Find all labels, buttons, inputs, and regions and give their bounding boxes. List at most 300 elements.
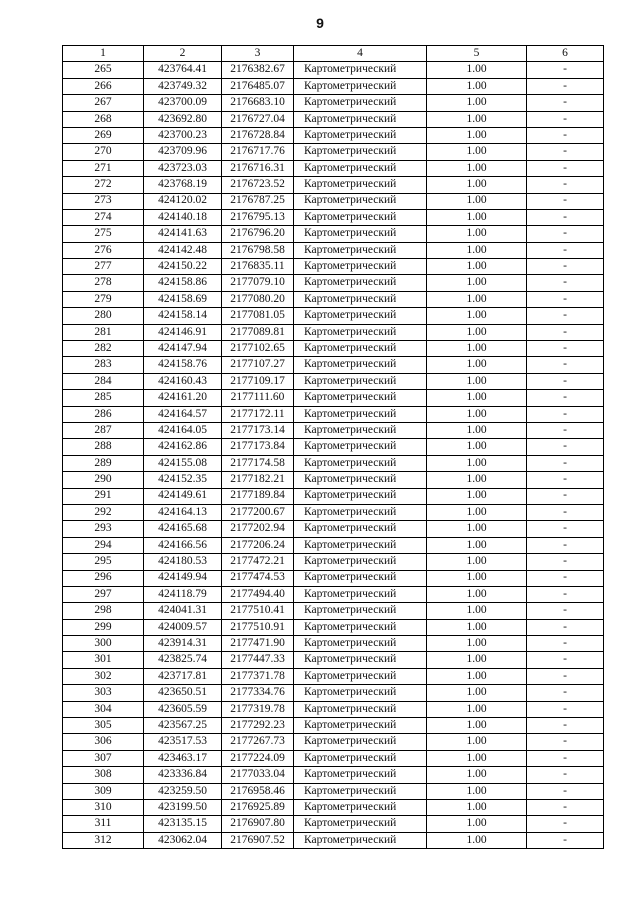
table-cell: 2177173.84 [222,439,294,455]
table-cell: 423259.50 [144,783,222,799]
table-cell: 423650.51 [144,685,222,701]
table-cell: 309 [63,783,144,799]
table-cell: - [527,504,604,520]
table-cell: 265 [63,62,144,78]
table-cell: 424140.18 [144,209,222,225]
table-row [63,209,604,225]
table-row [63,586,604,602]
table-cell: 1.00 [427,668,527,684]
table-row [63,472,604,488]
table-row [63,422,604,438]
table-row [63,619,604,635]
table-cell: 2177510.91 [222,619,294,635]
table-cell: 424160.43 [144,373,222,389]
table-row [63,127,604,143]
table-cell: 424120.02 [144,193,222,209]
table-row [63,341,604,357]
table-cell: - [527,177,604,193]
table-cell: 1.00 [427,259,527,275]
table-cell: Картометрический [294,357,427,373]
table-cell: 423135.15 [144,816,222,832]
table-cell: 1.00 [427,242,527,258]
table-body [63,62,604,849]
table-cell: 423914.31 [144,636,222,652]
table-cell: 2177319.78 [222,701,294,717]
table-cell: 1.00 [427,95,527,111]
table-cell: 423199.50 [144,799,222,815]
table-cell: Картометрический [294,472,427,488]
table-cell: 310 [63,799,144,815]
table-cell: 424164.05 [144,422,222,438]
table-cell: 1.00 [427,308,527,324]
table-cell: 424149.61 [144,488,222,504]
table-cell: 2176795.13 [222,209,294,225]
table-cell: 283 [63,357,144,373]
table-cell: 424142.48 [144,242,222,258]
table-cell: 1.00 [427,324,527,340]
table-cell: 2176798.58 [222,242,294,258]
table-cell: - [527,127,604,143]
column-header: 1 [63,46,144,62]
table-cell: Картометрический [294,554,427,570]
table-cell: Картометрический [294,570,427,586]
table-cell: 1.00 [427,734,527,750]
table-cell: Картометрический [294,111,427,127]
table-cell: Картометрический [294,324,427,340]
table-row [63,373,604,389]
table-cell: 424158.76 [144,357,222,373]
table-cell: 306 [63,734,144,750]
table-row [63,308,604,324]
table-row [63,832,604,848]
table-cell: 275 [63,226,144,242]
table-row [63,570,604,586]
table-cell: 2177189.84 [222,488,294,504]
table-cell: 2177334.76 [222,685,294,701]
table-cell: 1.00 [427,455,527,471]
page-number: 9 [316,15,324,31]
table-cell: 1.00 [427,619,527,635]
table-cell: 424147.94 [144,341,222,357]
column-header: 4 [294,46,427,62]
table-cell: Картометрический [294,685,427,701]
table-cell: 1.00 [427,767,527,783]
table-cell: 2176835.11 [222,259,294,275]
table-cell: 424141.63 [144,226,222,242]
table-row [63,783,604,799]
table-cell: Картометрический [294,308,427,324]
table-row [63,488,604,504]
table-cell: - [527,734,604,750]
table-cell: - [527,324,604,340]
table-cell: - [527,767,604,783]
table-row [63,455,604,471]
table-cell: 423700.23 [144,127,222,143]
table-cell: 423749.32 [144,78,222,94]
table-cell: 2176716.31 [222,160,294,176]
table-cell: 424165.68 [144,521,222,537]
table-cell: Картометрический [294,177,427,193]
table-cell: 424158.69 [144,291,222,307]
table-cell: 1.00 [427,799,527,815]
table-cell: - [527,570,604,586]
table-cell: 2177292.23 [222,718,294,734]
table-cell: - [527,799,604,815]
table-cell: - [527,242,604,258]
table-cell: 2177202.94 [222,521,294,537]
table-cell: 2177447.33 [222,652,294,668]
table-cell: 2177033.04 [222,767,294,783]
table-cell: 1.00 [427,341,527,357]
table-cell: - [527,455,604,471]
table-cell: - [527,226,604,242]
table-cell: Картометрический [294,816,427,832]
table-row [63,324,604,340]
table-cell: - [527,603,604,619]
table-cell: Картометрический [294,439,427,455]
table-cell: 1.00 [427,439,527,455]
table-cell: Картометрический [294,455,427,471]
table-cell: - [527,62,604,78]
table-cell: 266 [63,78,144,94]
table-cell: 296 [63,570,144,586]
table-cell: 303 [63,685,144,701]
table-cell: 2176787.25 [222,193,294,209]
table-cell: 1.00 [427,160,527,176]
table-cell: Картометрический [294,832,427,848]
table-cell: 1.00 [427,586,527,602]
table-cell: 1.00 [427,357,527,373]
table-cell: Картометрический [294,783,427,799]
table-cell: - [527,357,604,373]
table-row [63,750,604,766]
table-cell: - [527,308,604,324]
table-cell: Картометрический [294,521,427,537]
table-cell: 307 [63,750,144,766]
table-cell: 1.00 [427,373,527,389]
table-row [63,291,604,307]
table-cell: 1.00 [427,504,527,520]
table-cell: 312 [63,832,144,848]
table-cell: 423768.19 [144,177,222,193]
table-cell: 287 [63,422,144,438]
table-cell: 1.00 [427,783,527,799]
table-row [63,160,604,176]
table-row [63,439,604,455]
table-cell: 304 [63,701,144,717]
table-cell: 424180.53 [144,554,222,570]
table-cell: Картометрический [294,504,427,520]
table-cell: 423723.03 [144,160,222,176]
table-cell: - [527,275,604,291]
table-row [63,275,604,291]
table-cell: Картометрический [294,291,427,307]
table-cell: 2177472.21 [222,554,294,570]
table-cell: 311 [63,816,144,832]
table-cell: Картометрический [294,734,427,750]
table-cell: 308 [63,767,144,783]
table-row [63,193,604,209]
table-cell: 2177224.09 [222,750,294,766]
column-header: 2 [144,46,222,62]
table-cell: 285 [63,390,144,406]
table-cell: Картометрический [294,750,427,766]
table-cell: 1.00 [427,750,527,766]
table-cell: 1.00 [427,422,527,438]
table-cell: 2176382.67 [222,62,294,78]
table-cell: - [527,488,604,504]
table-cell: 424155.08 [144,455,222,471]
table-cell: 269 [63,127,144,143]
table-row [63,504,604,520]
table-row [63,226,604,242]
table-row [63,390,604,406]
table-cell: 1.00 [427,718,527,734]
table-cell: 423062.04 [144,832,222,848]
table-cell: 424158.14 [144,308,222,324]
table-row [63,521,604,537]
table-row [63,652,604,668]
table-cell: 424158.86 [144,275,222,291]
column-header: 6 [527,46,604,62]
table-cell: 1.00 [427,570,527,586]
table-cell: 293 [63,521,144,537]
table-cell: 295 [63,554,144,570]
table-cell: 423764.41 [144,62,222,78]
table-cell: 282 [63,341,144,357]
table-row [63,816,604,832]
table-cell: 1.00 [427,832,527,848]
table-cell: - [527,144,604,160]
table-cell: - [527,521,604,537]
table-row [63,799,604,815]
table-cell: 1.00 [427,537,527,553]
table-cell: - [527,209,604,225]
table-row [63,177,604,193]
table-cell: 423825.74 [144,652,222,668]
table-cell: Картометрический [294,422,427,438]
table-row [63,767,604,783]
table-cell: 424041.31 [144,603,222,619]
table-cell: - [527,95,604,111]
table-cell: - [527,554,604,570]
table-cell: 298 [63,603,144,619]
table-cell: Картометрический [294,226,427,242]
table-cell: 2177109.17 [222,373,294,389]
table-cell: - [527,406,604,422]
table-cell: Картометрический [294,95,427,111]
table-cell: 2177102.65 [222,341,294,357]
table-cell: 424146.91 [144,324,222,340]
table-cell: - [527,750,604,766]
table-cell: 1.00 [427,554,527,570]
table-cell: 1.00 [427,127,527,143]
table-cell: Картометрический [294,586,427,602]
table-row [63,668,604,684]
table-cell: Картометрический [294,259,427,275]
table-cell: 1.00 [427,488,527,504]
table-row [63,95,604,111]
table-cell: 423336.84 [144,767,222,783]
table-cell: Картометрический [294,537,427,553]
table-cell: 281 [63,324,144,340]
table-cell: 1.00 [427,390,527,406]
table-cell: - [527,636,604,652]
table-row [63,62,604,78]
table-cell: 1.00 [427,226,527,242]
table-cell: 2177206.24 [222,537,294,553]
table-cell: 2177474.53 [222,570,294,586]
table-cell: - [527,816,604,832]
table-cell: Картометрический [294,406,427,422]
table-cell: 267 [63,95,144,111]
table-cell: 2176958.46 [222,783,294,799]
table-cell: 424161.20 [144,390,222,406]
table-cell: 270 [63,144,144,160]
table-cell: 2177174.58 [222,455,294,471]
table-cell: 424164.13 [144,504,222,520]
table-cell: - [527,291,604,307]
table-cell: 290 [63,472,144,488]
table-cell: 301 [63,652,144,668]
table-cell: 279 [63,291,144,307]
table-cell: Картометрический [294,62,427,78]
table-row [63,111,604,127]
table-cell: 2177111.60 [222,390,294,406]
table-cell: 2176717.76 [222,144,294,160]
table-cell: 291 [63,488,144,504]
table-cell: 2176728.84 [222,127,294,143]
table-cell: 268 [63,111,144,127]
table-cell: 2177371.78 [222,668,294,684]
table-cell: Картометрический [294,127,427,143]
table-cell: - [527,439,604,455]
table-header-row [63,46,604,62]
table-cell: Картометрический [294,668,427,684]
table-cell: 1.00 [427,636,527,652]
table-cell: Картометрический [294,193,427,209]
table-row [63,537,604,553]
table-cell: 277 [63,259,144,275]
column-header: 3 [222,46,294,62]
column-header: 5 [427,46,527,62]
table-cell: 424164.57 [144,406,222,422]
table-cell: 423567.25 [144,718,222,734]
table-cell: - [527,783,604,799]
table-row [63,636,604,652]
table-cell: - [527,718,604,734]
table-cell: 1.00 [427,291,527,307]
table-cell: - [527,832,604,848]
table-cell: 1.00 [427,685,527,701]
table-cell: Картометрический [294,718,427,734]
table-cell: 1.00 [427,144,527,160]
table-cell: 288 [63,439,144,455]
table-cell: 273 [63,193,144,209]
table-cell: - [527,685,604,701]
table-cell: 2177079.10 [222,275,294,291]
table-row [63,242,604,258]
table-cell: 2177089.81 [222,324,294,340]
table-cell: 424150.22 [144,259,222,275]
table-row [63,685,604,701]
table-cell: 271 [63,160,144,176]
table-cell: - [527,111,604,127]
table-cell: 423605.59 [144,701,222,717]
table-cell: 2177200.67 [222,504,294,520]
table-cell: 2176485.07 [222,78,294,94]
table-cell: 2176723.52 [222,177,294,193]
table-cell: 292 [63,504,144,520]
table-cell: - [527,390,604,406]
table-cell: 424152.35 [144,472,222,488]
table-cell: 424162.86 [144,439,222,455]
table-cell: 1.00 [427,652,527,668]
table-cell: Картометрический [294,767,427,783]
table-cell: Картометрический [294,701,427,717]
table-cell: 302 [63,668,144,684]
table-cell: 286 [63,406,144,422]
table-cell: - [527,422,604,438]
table-cell: Картометрический [294,373,427,389]
table-cell: Картометрический [294,652,427,668]
table-row [63,357,604,373]
table-cell: 1.00 [427,78,527,94]
table-row [63,554,604,570]
table-cell: 1.00 [427,406,527,422]
table-cell: Картометрический [294,619,427,635]
table-cell: 423717.81 [144,668,222,684]
table-cell: - [527,160,604,176]
table-cell: 276 [63,242,144,258]
table-row [63,259,604,275]
table-cell: 284 [63,373,144,389]
table-cell: 1.00 [427,209,527,225]
table-cell: 2177510.41 [222,603,294,619]
table-cell: - [527,537,604,553]
table-cell: 299 [63,619,144,635]
table-cell: 1.00 [427,521,527,537]
table-cell: 2176925.89 [222,799,294,815]
coordinates-table [62,45,604,849]
table-cell: Картометрический [294,160,427,176]
table-cell: 305 [63,718,144,734]
table-cell: 2177494.40 [222,586,294,602]
table-cell: - [527,78,604,94]
table-cell: - [527,373,604,389]
table-cell: - [527,652,604,668]
table-cell: 2177471.90 [222,636,294,652]
table-cell: - [527,341,604,357]
table-cell: 2177080.20 [222,291,294,307]
table-cell: 289 [63,455,144,471]
table-cell: 423517.53 [144,734,222,750]
table-cell: 1.00 [427,177,527,193]
table-row [63,718,604,734]
table-cell: Картометрический [294,341,427,357]
table-cell: 300 [63,636,144,652]
table-row [63,144,604,160]
table-cell: Картометрический [294,488,427,504]
table-row [63,603,604,619]
table-cell: Картометрический [294,799,427,815]
table-cell: 424166.56 [144,537,222,553]
table-row [63,701,604,717]
table-cell: 1.00 [427,62,527,78]
table-cell: - [527,619,604,635]
table-cell: 1.00 [427,603,527,619]
table-cell: 1.00 [427,111,527,127]
